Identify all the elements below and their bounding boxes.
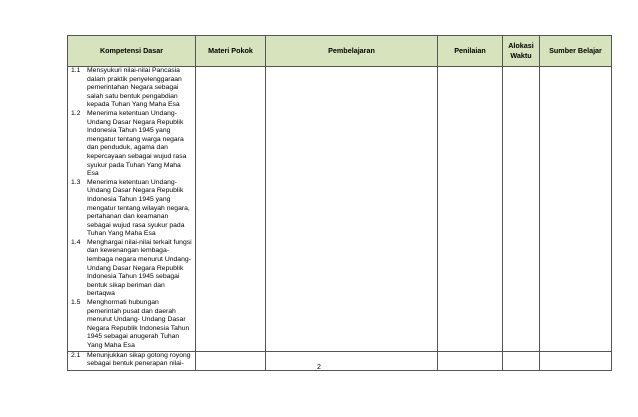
penilaian-cell	[438, 67, 503, 352]
kd-item	[68, 239, 195, 299]
kd-text: Menghormati hubungan pemerintah pusat dan daerah menurut Undang- Undang Dasar Negara Republik Indonesia Tahun 1945 sebagai anugerah Tuhan Yang Maha Esa	[87, 299, 190, 349]
kd-item	[68, 299, 195, 351]
kd-number: 1.3	[71, 178, 81, 186]
header-row	[68, 36, 612, 67]
kd-item	[68, 179, 195, 239]
header-alokasi-waktu	[503, 36, 540, 67]
header-alokasi-line2: Waktu	[510, 51, 532, 60]
kompetensi-cell	[68, 67, 196, 352]
header-sumber-belajar: Sumber Belajar	[540, 36, 612, 67]
kd-number: 1.1	[71, 67, 81, 74]
kd-item	[68, 110, 195, 179]
kd-text: Menerima ketentuan Undang-Undang Dasar Negara Republik Indonesia Tahun 1945 yang mengatur tentang warga negara dan penduduk, agama dan kepercayaan sebagai wujud rasa syukur pada Tuhan Yang Maha Esa	[87, 109, 187, 178]
kd-text: Mensyukuri nilai-nilai Pancasia dalam praktik penyelenggaraan pemerintahan Negara sebagai salah satu bentuk pengabdian kepada Tuhan Yang Maha Esa	[87, 67, 182, 109]
header-penilaian: Penilaian	[438, 36, 503, 67]
kd-number: 1.5	[71, 299, 81, 307]
kd-text: Menghargai nilai-nilai terkait fungsi dan kewenangan lembaga-lembaga negara menurut Undang-Undang Dasar Negara Republik Indonesia Tahun 1945 sebagai bentuk sikap beriman dan bertaqwa	[87, 238, 192, 298]
kd-number: 2.1	[71, 351, 81, 359]
pembelajaran-cell	[266, 67, 438, 352]
kd-item	[68, 67, 195, 110]
kd-number: 1.4	[71, 238, 81, 246]
header-materi-pokok: Materi Pokok	[196, 36, 266, 67]
kd-text: Menunjukkan sikap gotong royong sebagai bentuk penerapan nilai-	[87, 351, 191, 368]
table-row	[68, 67, 612, 352]
sumber-belajar-cell	[540, 67, 612, 352]
page-number: 2	[317, 364, 321, 371]
header-pembelajaran: Pembelajaran	[266, 36, 438, 67]
kd-number: 1.2	[71, 109, 81, 117]
alokasi-waktu-cell	[503, 67, 540, 352]
header-alokasi-line1: Alokasi	[508, 41, 534, 50]
materi-pokok-cell	[196, 67, 266, 352]
header-kompetensi-dasar: Kompetensi Dasar	[68, 36, 196, 67]
kd-text: Menerima ketentuan Undang-Undang Dasar Negara Republik Indonesia Tahun 1945 yang mengatur tentang wilayah negara, pertahanan dan keamanan sebagai wujud rasa syukur pada Tuhan Yang Maha Esa	[87, 178, 190, 238]
syllabus-table	[67, 35, 612, 371]
